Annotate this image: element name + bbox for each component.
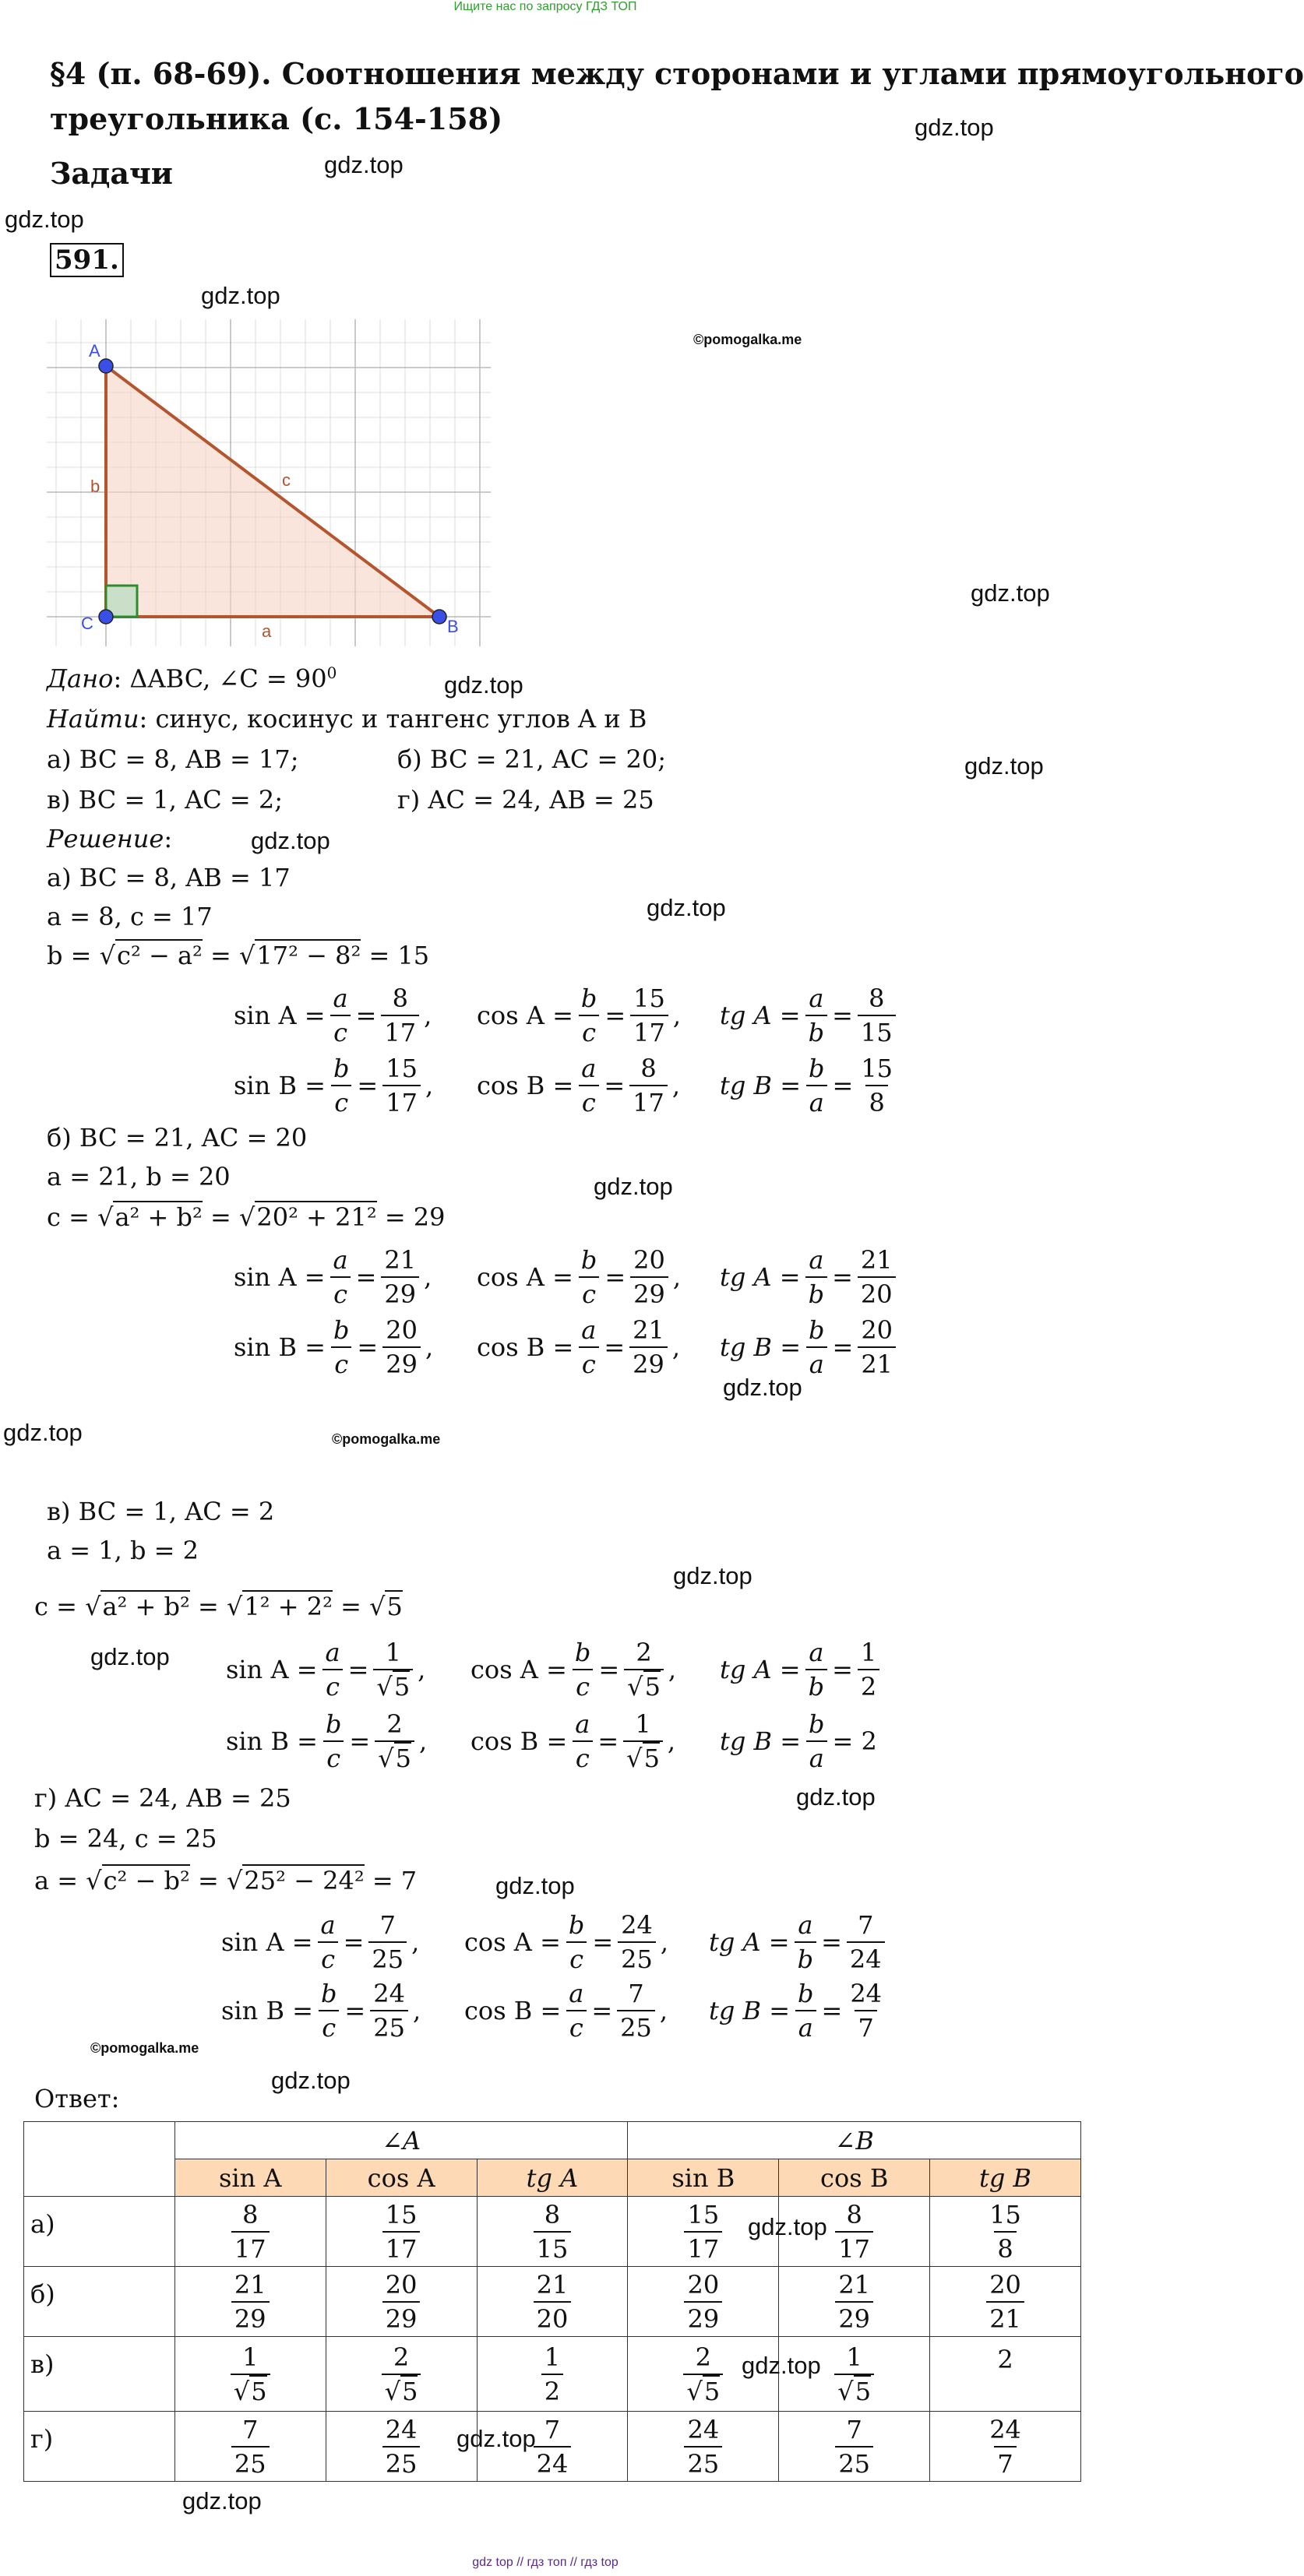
case-b-cosB: cos B = $\frac{a}{c}$ = $\frac{21}{29}$ , [477, 1315, 681, 1379]
watermark: gdz.top [324, 151, 404, 178]
col-header: sin A [174, 2159, 326, 2197]
watermark: gdz.top [201, 282, 280, 309]
col-header: tg A [477, 2159, 628, 2197]
watermark: gdz.top [748, 2213, 827, 2240]
case-c-sinB: sin B = $\frac{b}{c}$ = $\frac{2}{√5}$ , [226, 1709, 428, 1773]
watermark: gdz.top [5, 206, 84, 233]
label-side-b: b [90, 477, 100, 496]
table-cell: $\frac{7}{25}$ [779, 2412, 930, 2482]
find-text: : синус, косинус и тангенс углов A и B [139, 704, 647, 734]
watermark: gdz.top [271, 2067, 351, 2094]
case-c-head: в) BC = 1, AC = 2 [47, 1497, 275, 1526]
pomogalka-mark: ©pomogalka.me [90, 2040, 199, 2056]
case-d-sinA: sin A = $\frac{a}{c}$ = $\frac{7}{25}$ , [221, 1910, 420, 1974]
page-title-line2: треугольника (с. 154-158) [50, 101, 503, 136]
condition-a: а) BC = 8, AB = 17; [47, 744, 299, 774]
watermark: gdz.top [964, 752, 1044, 779]
case-b-head: б) BC = 21, AC = 20 [47, 1123, 308, 1153]
case-c-tgB: tg B = $\frac{b}{a}$ = 2 [720, 1709, 877, 1773]
section-title: Задачи [50, 156, 173, 191]
label-b-vertex: B [447, 617, 459, 636]
case-b-sinA: sin A = $\frac{a}{c}$ = $\frac{21}{29}$ , [234, 1245, 432, 1309]
table-cell: $\frac{15}{17}$ [628, 2197, 779, 2267]
case-a-values: a = 8, c = 17 [47, 902, 213, 931]
group-header-b: ∠B [628, 2122, 1081, 2159]
given-text: : ΔABC, ∠C = 90 [113, 663, 327, 694]
table-cell: $\frac{15}{8}$ [930, 2197, 1081, 2267]
watermark: gdz.top [723, 1374, 802, 1401]
table-cell: $\frac{8}{17}$ [779, 2197, 930, 2267]
case-d-head: г) AC = 24, AB = 25 [34, 1783, 291, 1813]
case-d-tgB: tg B = $\frac{b}{a}$ = $\frac{24}{7}$ [709, 1979, 883, 2043]
watermark: gdz.top [971, 579, 1050, 607]
table-cell: $\frac{2}{√5}$ [628, 2337, 779, 2412]
condition-d: г) AC = 24, AB = 25 [397, 785, 654, 815]
watermark: gdz.top [742, 2352, 821, 2379]
table-cell: $\frac{8}{15}$ [477, 2197, 628, 2267]
case-d-cosB: cos B = $\frac{a}{c}$ = $\frac{7}{25}$ , [464, 1979, 668, 2043]
table-corner: 591 [24, 2122, 175, 2197]
given-degree: 0 [326, 663, 337, 682]
answer-table [23, 2121, 1081, 2482]
case-b-tgA: tg A = $\frac{a}{b}$ = $\frac{21}{20}$ [720, 1238, 900, 1316]
label-side-c: c [282, 470, 291, 490]
top-link[interactable]: Ищите нас по запросу ГДЗ ТОП [453, 0, 637, 13]
watermark: gdz.top [796, 1783, 876, 1811]
table-cell: $\frac{21}{29}$ [174, 2267, 326, 2337]
watermark: gdz.top [3, 1419, 83, 1446]
case-b-values: a = 21, b = 20 [47, 1162, 231, 1191]
watermark: gdz.top [915, 114, 994, 141]
table-cell: $\frac{15}{17}$ [326, 2197, 477, 2267]
table-cell: $\frac{7}{24}$ [477, 2412, 628, 2482]
table-row [24, 2197, 1081, 2267]
table-row [24, 2337, 1081, 2412]
case-b-cosA: cos A = $\frac{b}{c}$ = $\frac{20}{29}$ , [477, 1245, 682, 1309]
table-cell: $\frac{1}{2}$ [477, 2337, 628, 2412]
case-d-sinB: sin B = $\frac{b}{c}$ = $\frac{24}{25}$ , [221, 1979, 421, 2043]
group-header-a: ∠A [174, 2122, 628, 2159]
table-cell: $\frac{20}{29}$ [628, 2267, 779, 2337]
case-a-cosA: cos A = $\frac{b}{c}$ = $\frac{15}{17}$ , [477, 984, 682, 1047]
case-d-calc: a = √c² − b² = √25² − 24² = 7 [34, 1866, 418, 1895]
table-row [24, 2267, 1081, 2337]
triangle-diagram [47, 319, 499, 654]
table-row [24, 2412, 1081, 2482]
watermark: gdz.top [251, 827, 330, 854]
case-d-tgA: tg A = $\frac{a}{b}$ = $\frac{7}{24}$ [709, 1903, 890, 1981]
answer-label: Ответ: [34, 2084, 120, 2113]
case-b-sinB: sin B = $\frac{b}{c}$ = $\frac{20}{29}$ , [234, 1315, 434, 1379]
table-cell: $\frac{7}{25}$ [174, 2412, 326, 2482]
case-b-tgB: tg B = $\frac{b}{a}$ = $\frac{20}{21}$ [720, 1308, 900, 1386]
table-cell: $\frac{24}{7}$ [930, 2412, 1081, 2482]
pomogalka-mark: ©pomogalka.me [332, 1431, 441, 1447]
case-d-values: b = 24, c = 25 [34, 1824, 217, 1853]
pomogalka-mark: ©pomogalka.me [693, 332, 802, 347]
watermark: gdz.top [456, 2425, 536, 2452]
case-d-cosA: cos A = $\frac{b}{c}$ = $\frac{24}{25}$ , [464, 1910, 669, 1974]
watermark: gdz.top [594, 1173, 673, 1200]
case-c-sinA: sin A = $\frac{a}{c}$ = $\frac{1}{√5}$ , [226, 1638, 426, 1701]
case-c-values: a = 1, b = 2 [47, 1536, 199, 1565]
case-a-head: а) BC = 8, AB = 17 [47, 863, 291, 892]
solution-label: Решение: [47, 824, 173, 853]
table-cell: 2 [930, 2337, 1081, 2412]
col-header: cos B [779, 2159, 930, 2197]
col-header: sin B [628, 2159, 779, 2197]
page-title-line1: §4 (п. 68-69). Соотношения между сторонами и углами прямоугольного [50, 56, 1304, 91]
given-line [47, 663, 337, 694]
table-cell: $\frac{20}{21}$ [930, 2267, 1081, 2337]
label-side-a: a [262, 621, 272, 641]
case-c-tgA: tg A = $\frac{a}{b}$ = $\frac{1}{2}$ [720, 1631, 884, 1709]
triangle-fill [106, 366, 439, 617]
watermark: gdz.top [90, 1643, 170, 1670]
table-cell: $\frac{1}{√5}$ [779, 2337, 930, 2412]
table-cell: $\frac{24}{25}$ [326, 2412, 477, 2482]
footer-links[interactable]: gdz top // гдз топ // гдз top [472, 2556, 619, 2569]
case-c-calc: c = √a² + b² = √1² + 2² = √5 [34, 1592, 403, 1621]
row-label: г) [24, 2412, 175, 2482]
case-c-cosA: cos A = $\frac{b}{c}$ = $\frac{2}{√5}$ , [470, 1638, 677, 1701]
case-c-cosB: cos B = $\frac{a}{c}$ = $\frac{1}{√5}$ , [470, 1709, 676, 1773]
case-a-calc: b = √c² − a² = √17² − 8² = 15 [47, 941, 430, 970]
find-label: Найти [47, 704, 139, 734]
case-b-calc: c = √a² + b² = √20² + 21² = 29 [47, 1202, 446, 1232]
table-cell: $\frac{2}{√5}$ [326, 2337, 477, 2412]
watermark: gdz.top [495, 1872, 575, 1899]
case-a-sinA: sin A = $\frac{a}{c}$ = $\frac{8}{17}$ , [234, 984, 432, 1047]
table-cell: $\frac{24}{25}$ [628, 2412, 779, 2482]
label-a-vertex: A [89, 341, 100, 361]
label-c-vertex: C [81, 614, 93, 633]
col-header: cos A [326, 2159, 477, 2197]
table-cell: $\frac{21}{29}$ [779, 2267, 930, 2337]
case-a-sinB: sin B = $\frac{b}{c}$ = $\frac{15}{17}$ , [234, 1054, 434, 1117]
table-cell: $\frac{21}{20}$ [477, 2267, 628, 2337]
task-number: 591. [50, 243, 124, 277]
row-label: б) [24, 2267, 175, 2337]
table-cell: $\frac{8}{17}$ [174, 2197, 326, 2267]
col-header: tg B [930, 2159, 1081, 2197]
given-label: Дано [47, 663, 114, 694]
table-cell: $\frac{20}{29}$ [326, 2267, 477, 2337]
vertex-b [432, 610, 446, 624]
vertex-c [99, 610, 113, 624]
watermark: gdz.top [647, 894, 726, 921]
vertex-a [99, 359, 113, 373]
find-line [47, 704, 647, 734]
table-cell: $\frac{1}{√5}$ [174, 2337, 326, 2412]
case-a-tgB: tg B = $\frac{b}{a}$ = $\frac{15}{8}$ [720, 1054, 893, 1117]
watermark: gdz.top [182, 2487, 262, 2514]
row-label: в) [24, 2337, 175, 2412]
watermark: gdz.top [673, 1562, 752, 1589]
row-label: а) [24, 2197, 175, 2267]
watermark: gdz.top [444, 671, 523, 699]
case-a-cosB: cos B = $\frac{a}{c}$ = $\frac{8}{17}$ , [477, 1054, 681, 1117]
page-title [50, 51, 1304, 142]
condition-b: б) BC = 21, AC = 20; [397, 744, 666, 774]
condition-c: в) BC = 1, AC = 2; [47, 785, 284, 815]
case-a-tgA: tg A = $\frac{a}{b}$ = $\frac{8}{15}$ [720, 977, 900, 1054]
